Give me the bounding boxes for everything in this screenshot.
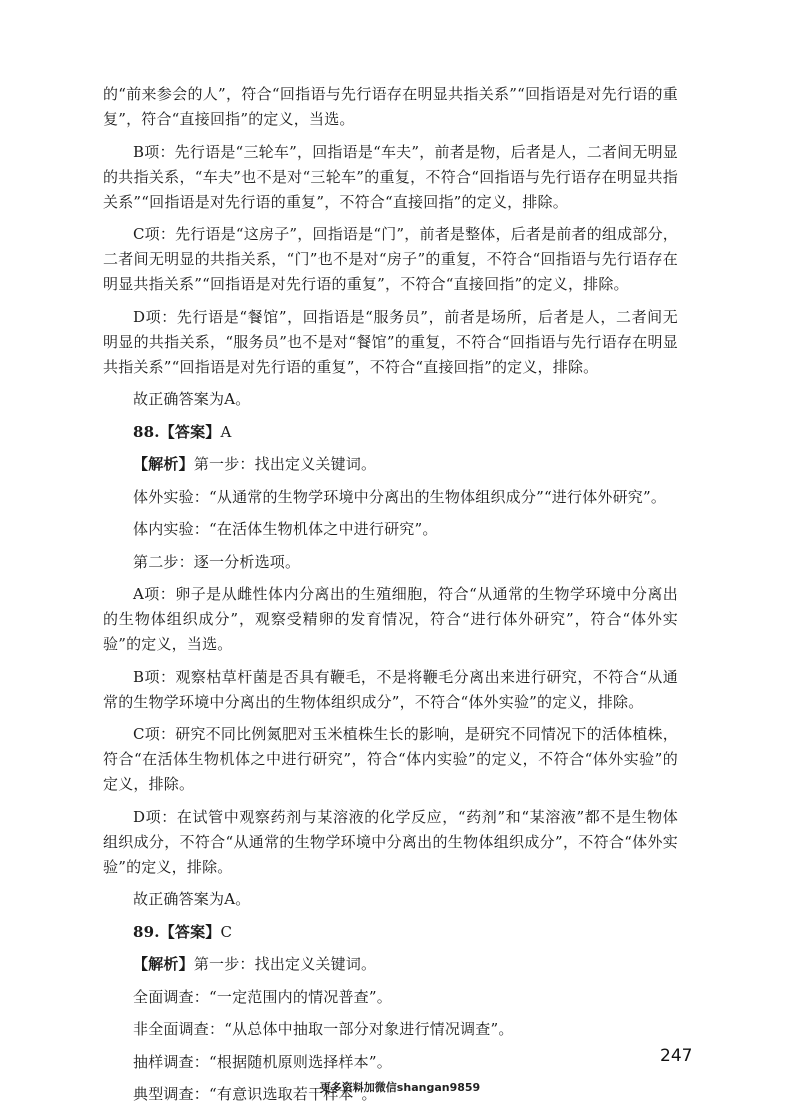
- paragraph-text: A项：卵子是从雌性体内分离出的生殖细胞，符合“从通常的生物学环境中分离出的生物体组织成分”，观察受精卵的发育情况，符合“进行体外研究”，符合“体外实验”的定义，当选。: [103, 585, 678, 653]
- paragraph: [103, 920, 678, 945]
- paragraph: [103, 387, 678, 412]
- paragraph-text: 的“前来参会的人”，符合“回指语与先行语存在明显共指关系”“回指语是对先行语的重复”，符合“直接回指”的定义，当选。: [103, 85, 678, 128]
- paragraph: [103, 420, 678, 445]
- paragraph: [103, 517, 678, 542]
- paragraph-text: 第二步：逐一分析选项。: [133, 552, 301, 571]
- paragraph-text: C: [220, 922, 233, 941]
- paragraph: [103, 722, 678, 797]
- paragraph: [103, 550, 678, 575]
- paragraph: [103, 452, 678, 477]
- paragraph: [103, 305, 678, 380]
- paragraph-text: D项：在试管中观察药剂与某溶液的化学反应，“药剂”和“某溶液”都不是生物体组织成分，不符合“从通常的生物学环境中分离出的生物体组织成分”，不符合“体外实验”的定义，排除。: [103, 807, 678, 876]
- paragraph: [103, 1050, 678, 1075]
- paragraph-text: 体内实验：“在活体生物机体之中进行研究”。: [133, 520, 438, 538]
- paragraph: [103, 985, 678, 1010]
- answer-label: 【解析】: [133, 455, 194, 473]
- paragraph: [103, 887, 678, 912]
- paragraph: [103, 82, 678, 132]
- page-body: [103, 82, 678, 1115]
- paragraph-text: 非全面调查：“从总体中抽取一部分对象进行情况调查”。: [133, 1020, 514, 1038]
- paragraph: [103, 952, 678, 977]
- paragraph-text: 典型调查：“有意识选取若干样本”。: [133, 1085, 377, 1103]
- paragraph-text: C项：研究不同比例氮肥对玉米植株生长的影响，是研究不同情况下的活体植株，符合“在活体生物机体之中进行研究”，符合“体内实验”的定义，不符合“体外实验”的定义，排除。: [103, 725, 678, 793]
- paragraph-text: 全面调查：“一定范围内的情况普查”。: [133, 987, 392, 1006]
- paragraph-text: B项：观察枯草杆菌是否具有鞭毛，不是将鞭毛分离出来进行研究，不符合“从通常的生物学环境中分离出的生物体组织成分”，不符合“体外实验”的定义，排除。: [103, 667, 678, 711]
- page-number: 247: [660, 1046, 693, 1066]
- paragraph: [103, 665, 678, 715]
- paragraph-text: 第一步：找出定义关键词。: [193, 955, 377, 973]
- paragraph-text: 抽样调查：“根据随机原则选择样本”。: [133, 1052, 392, 1071]
- paragraph: [103, 140, 678, 215]
- paragraph: [103, 805, 678, 880]
- paragraph-text: A: [220, 422, 232, 441]
- paragraph-text: 体外实验：“从通常的生物学环境中分离出的生物体组织成分”“进行体外研究”。: [133, 487, 667, 506]
- footer-note: 更多资料加微信shangan9859: [319, 1081, 481, 1094]
- paragraph-text: 故正确答案为A。: [133, 390, 251, 408]
- paragraph-text: 故正确答案为A。: [133, 890, 251, 908]
- paragraph-text: B项：先行语是“三轮车”，回指语是“车夫”，前者是物，后者是人，二者间无明显的共指关系，“车夫”也不是对“三轮车”的重复，不符合“回指语与先行语存在明显共指关系”“回指语是对先行语的重复”，不符合“直接回指”的定义，排除。: [103, 142, 678, 211]
- answer-label: 【解析】: [133, 955, 194, 973]
- paragraph-text: C项：先行语是“这房子”，回指语是“门”，前者是整体，后者是前者的组成部分，二者间无明显的共指关系，“门”也不是对“房子”的重复，不符合“回指语与先行语存在明显共指关系”“回指语是对先行语的重复”，不符合“直接回指”的定义，排除。: [103, 225, 678, 293]
- paragraph: [103, 582, 678, 657]
- answer-label: 89.【答案】: [133, 922, 221, 941]
- paragraph: [103, 1017, 678, 1042]
- paragraph: [103, 485, 678, 510]
- paragraph-text: D项：先行语是“餐馆”，回指语是“服务员”，前者是场所，后者是人，二者间无明显的共指关系，“服务员”也不是对“餐馆”的重复，不符合“回指语与先行语存在明显共指关系”“回指语是对先行语的重复”，不符合“直接回指”的定义，排除。: [103, 307, 678, 376]
- answer-label: 88.【答案】: [133, 422, 221, 441]
- paragraph-text: 第一步：找出定义关键词。: [193, 455, 377, 473]
- paragraph: [103, 222, 678, 297]
